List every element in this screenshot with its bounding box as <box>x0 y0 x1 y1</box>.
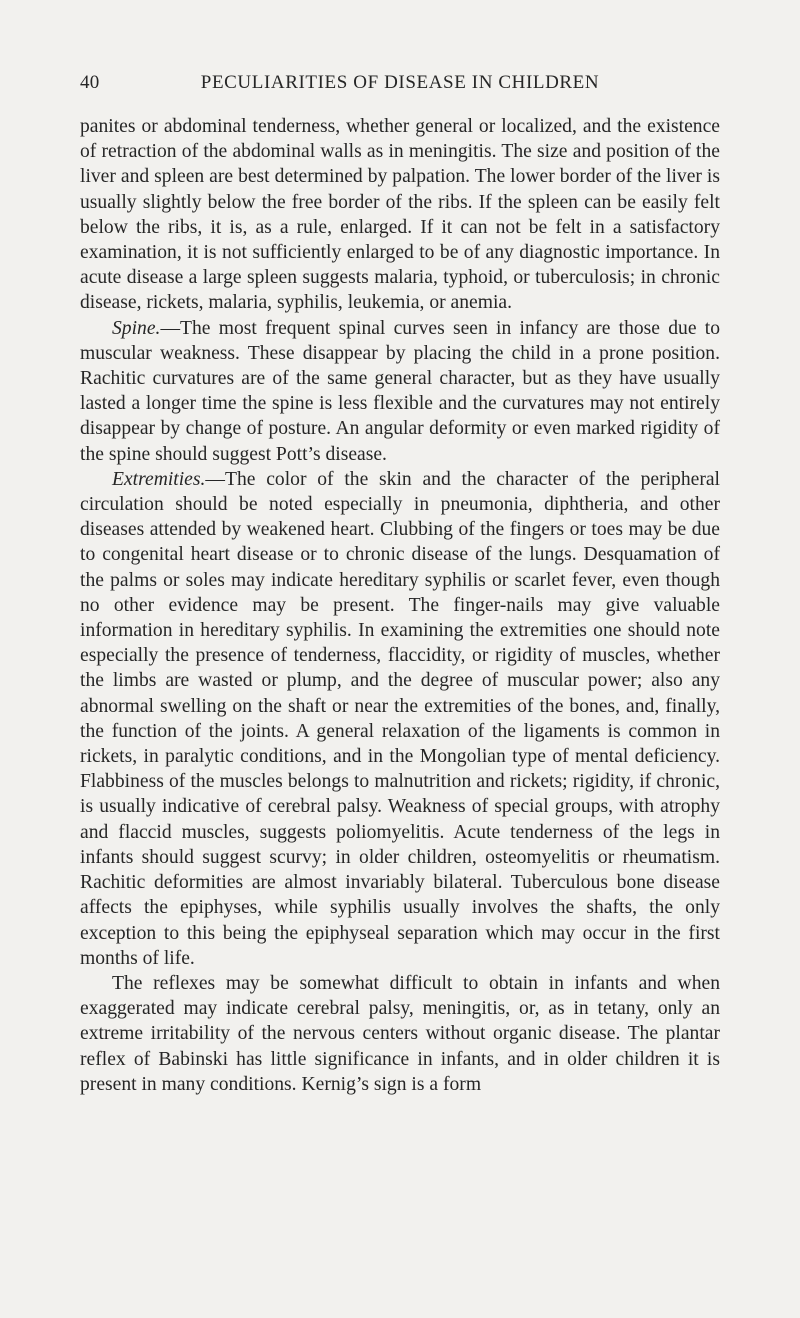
paragraph-spine <box>80 316 720 467</box>
paragraph-text: —The color of the skin and the character of the peripheral circulation should be noted especially in pneumonia, diphtheria, and other diseases attended by weakened heart. Clubbing of the fingers or toes may be due to congenital heart disease or to chronic disease of the lungs. Desquamation of the palms or soles may indicate hereditary syphilis or scarlet fever, even though no other evidence may be present. The finger-nails may give valuable information in hereditary syphilis. In examining the extremities one should note especially the presence of tenderness, flaccidity, or rigidity of muscles, whether the limbs are wasted or plump, and the degree of muscular power; also any abnormal swelling on the shaft or near the extremities of the bones, and, finally, the function of the joints. A general relaxation of the ligaments is common in rickets, in paralytic conditions, and in the Mongolian type of mental deficiency. Flabbiness of the muscles belongs to malnutrition and rickets; rigidity, if chronic, is usually indicative of cerebral palsy. Weakness of special groups, with atrophy and flaccid muscles, suggests poliomyelitis. Acute tenderness of the legs in infants should suggest scurvy; in older children, osteomyelitis or rheumatism. Rachitic deformities are almost invariably bilateral. Tuberculous bone disease affects the epiphyses, while syphilis usually involves the shafts, the only exception to this being the epiphyseal separation which may occur in the first months of life. <box>80 468 720 969</box>
paragraph-text: The reflexes may be somewhat difficult to obtain in infants and when exaggerated may indicate cerebral palsy, meningitis, or, as in tetany, only an extreme irritability of the nervous centers without organic disease. The plantar reflex of Babinski has little significance in infants, and in older children it is present in many conditions. Kernig’s sign is a form <box>80 972 720 1095</box>
paragraph-text: panites or abdominal tenderness, whether general or localized, and the existence of retraction of the abdominal walls as in meningitis. The size and position of the liver and spleen are best determined by palpation. The lower border of the liver is usually slightly below the free border of the ribs. If the spleen can be easily felt below the ribs, it is, as a rule, enlarged. If it can not be felt in a satisfactory examination, it is not sufficiently enlarged to be of any diagnostic importance. In acute disease a large spleen suggests malaria, typhoid, or tuberculosis; in chronic disease, rickets, malaria, syphilis, leukemia, or anemia. <box>80 116 720 314</box>
running-header <box>80 72 720 98</box>
paragraph-continuation <box>80 114 720 316</box>
body-text <box>80 114 720 1097</box>
section-heading-extremities: Extremities. <box>112 468 206 490</box>
page-number: 40 <box>80 72 100 93</box>
section-heading-spine: Spine. <box>112 317 161 339</box>
running-title: PECULIARITIES OF DISEASE IN CHILDREN <box>200 72 600 93</box>
paragraph-reflexes <box>80 971 720 1097</box>
book-page <box>80 72 720 1097</box>
paragraph-extremities <box>80 467 720 971</box>
paragraph-text: —The most frequent spinal curves seen in infancy are those due to muscular weakness. These disappear by placing the child in a prone position. Rachitic curvatures are of the same general character, but as they have usually lasted a longer time the spine is less flexible and the curvatures may not entirely disappear by change of posture. An angular deformity or even marked rigidity of the spine should suggest Pott’s disease. <box>80 317 720 465</box>
